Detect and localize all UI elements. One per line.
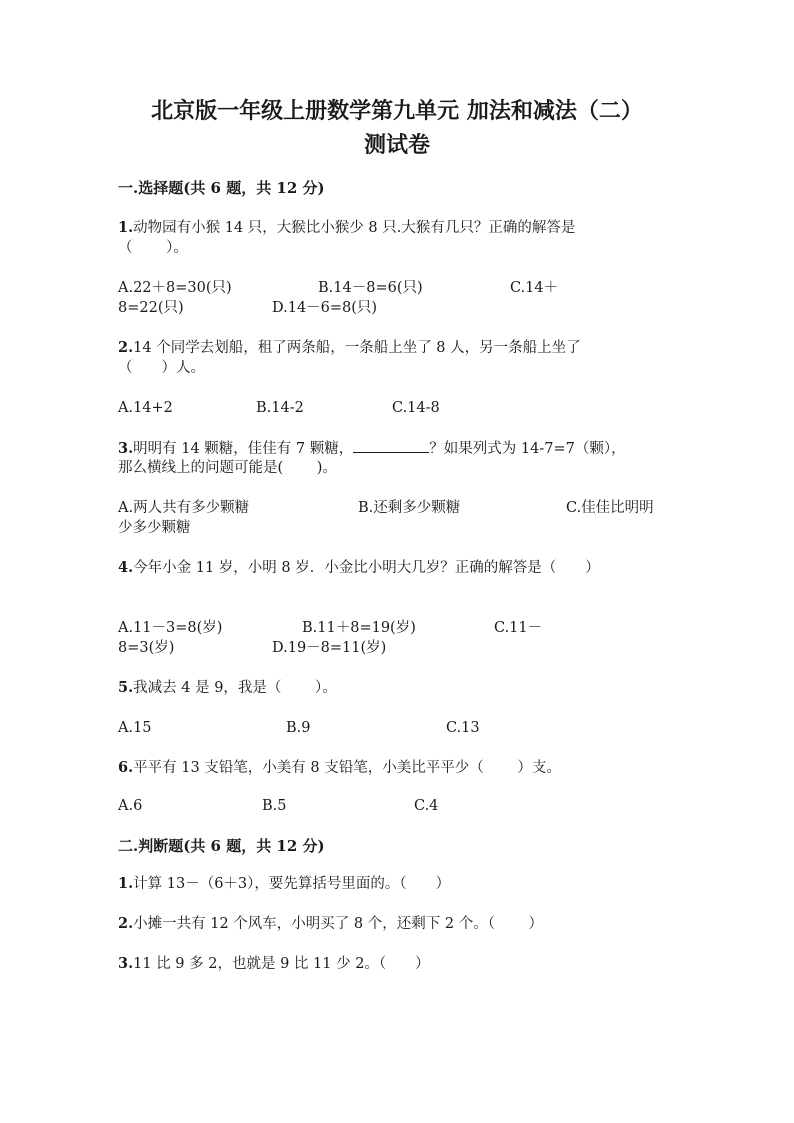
option-b: B.11＋8=19(岁) (302, 620, 416, 636)
question-3 (118, 438, 626, 459)
question-text: 我减去 4 是 9，我是（ ）。 (133, 680, 337, 696)
option-c: C.11－ (494, 620, 543, 636)
question-text: 明明有 14 颗糖，佳佳有 7 颗糖， (133, 441, 354, 457)
question-text: 11 比 9 多 2，也就是 9 比 11 少 2。（ ） (133, 956, 430, 972)
question-number: 3. (118, 955, 134, 972)
question-text: 计算 13－（6＋3），要先算括号里面的。（ ） (133, 876, 451, 892)
option-a: A.22＋8=30(只) (118, 280, 232, 296)
option-a: A.15 (118, 720, 152, 736)
option-d: D.14－6=8(只) (272, 300, 378, 316)
option-a: A.14+2 (118, 400, 173, 416)
section-heading-choice: 一.选择题(共 6 题，共 12 分) (118, 179, 325, 197)
question-2-line2: （ ）人。 (118, 360, 205, 376)
question-number: 5. (118, 679, 134, 696)
option-b: B.还剩多少颗糖 (358, 500, 461, 516)
option-a: A.11－3=8(岁) (118, 620, 223, 636)
question-number: 2. (118, 339, 134, 356)
option-a: A.两人共有多少颗糖 (118, 500, 250, 516)
option-a: A.6 (118, 798, 143, 814)
question-2 (118, 338, 581, 358)
question-text: 平平有 13 支铅笔，小美有 8 支铅笔，小美比平平少（ ）支。 (133, 760, 561, 776)
question-1-line2: （ ）。 (118, 240, 188, 256)
page-title-line2: 测试卷 (363, 132, 430, 158)
question-4 (118, 558, 600, 578)
option-c: C.14-8 (392, 400, 440, 416)
option-b: B.14－8=6(只) (318, 280, 423, 296)
option-c-continued: 少多少颗糖 (118, 520, 191, 536)
page-title-line1: 北京版一年级上册数学第九单元 加法和减法（二） (151, 98, 643, 124)
option-c: C.4 (414, 798, 439, 814)
option-d: D.19－8=11(岁) (272, 640, 387, 656)
question-text: 今年小金 11 岁，小明 8 岁．小金比小明大几岁？正确的解答是（ ） (133, 560, 600, 576)
question-number: 2. (118, 915, 134, 932)
question-text-continued: ？如果列式为 14-7=7（颗）， (429, 441, 626, 457)
question-number: 6. (118, 759, 134, 776)
question-number: 1. (118, 219, 134, 236)
question-5 (118, 678, 337, 698)
question-number: 1. (118, 875, 134, 892)
option-c: C.14＋ (510, 280, 559, 296)
question-number: 4. (118, 559, 134, 576)
answer-blank-line (353, 438, 429, 453)
question-number: 3. (118, 440, 134, 457)
option-c: C.13 (446, 720, 480, 736)
section-heading-judgement: 二.判断题(共 6 题，共 12 分) (118, 837, 325, 855)
judgement-question-3 (118, 954, 430, 974)
option-c-continued: 8=3(岁) (118, 640, 175, 656)
question-text: 14 个同学去划船，租了两条船，一条船上坐了 8 人，另一条船上坐了 (133, 340, 581, 356)
option-c: C.佳佳比明明 (566, 500, 654, 516)
option-b: B.14-2 (256, 400, 304, 416)
judgement-question-2 (118, 914, 543, 934)
option-c-continued: 8=22(只) (118, 300, 184, 316)
question-3-line2: 那么横线上的问题可能是( )。 (118, 460, 337, 476)
option-b: B.5 (262, 798, 287, 814)
question-6 (118, 758, 561, 778)
question-text: 动物园有小猴 14 只，大猴比小猴少 8 只.大猴有几只？正确的解答是 (133, 220, 576, 236)
judgement-question-1 (118, 874, 450, 894)
question-text: 小摊一共有 12 个风车，小明买了 8 个，还剩下 2 个。（ ） (133, 916, 544, 932)
question-1 (118, 218, 575, 238)
option-b: B.9 (286, 720, 311, 736)
